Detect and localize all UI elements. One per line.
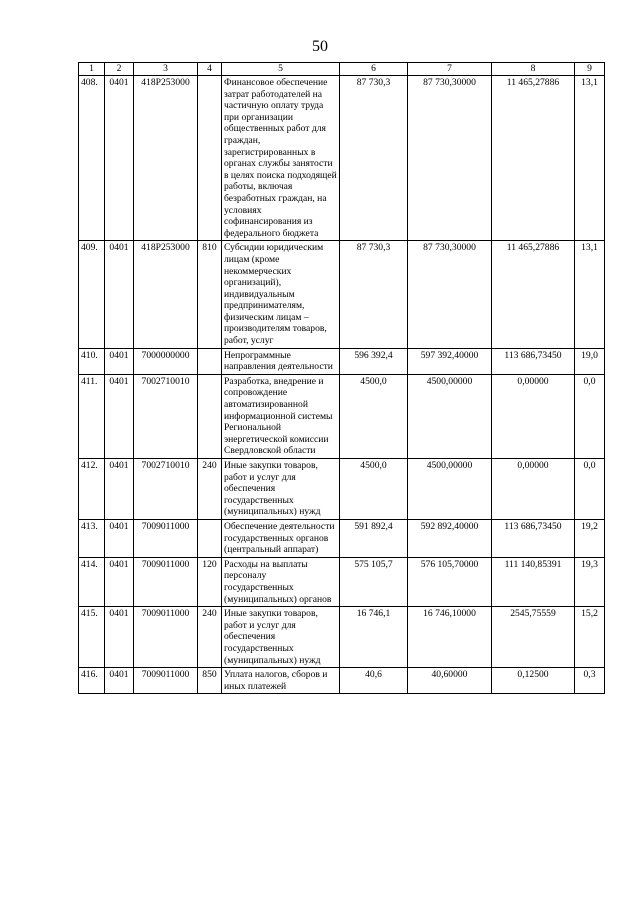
target-code: 7000000000 bbox=[134, 348, 198, 374]
section-code: 0401 bbox=[105, 76, 134, 241]
column-header-3: 3 bbox=[134, 63, 198, 76]
approved-amount: 4500,00000 bbox=[408, 459, 492, 520]
row-number: 415. bbox=[79, 607, 105, 668]
item-name: Расходы на выплаты персоналу государственных (муниципальных) органов bbox=[222, 557, 340, 606]
execution-percent: 13,1 bbox=[575, 76, 605, 241]
executed-amount: 113 686,73450 bbox=[492, 519, 575, 557]
plan-amount: 4500,0 bbox=[340, 459, 408, 520]
target-code: 7002710010 bbox=[134, 459, 198, 520]
plan-amount: 4500,0 bbox=[340, 374, 408, 458]
executed-amount: 0,00000 bbox=[492, 459, 575, 520]
plan-amount: 575 105,7 bbox=[340, 557, 408, 606]
column-header-4: 4 bbox=[198, 63, 222, 76]
table-row bbox=[79, 557, 605, 606]
section-code: 0401 bbox=[105, 607, 134, 668]
section-code: 0401 bbox=[105, 519, 134, 557]
expense-type bbox=[198, 348, 222, 374]
header-row bbox=[79, 63, 605, 76]
approved-amount: 16 746,10000 bbox=[408, 607, 492, 668]
approved-amount: 592 892,40000 bbox=[408, 519, 492, 557]
row-number: 414. bbox=[79, 557, 105, 606]
executed-amount: 0,00000 bbox=[492, 374, 575, 458]
item-name: Непрограммные направления деятельности bbox=[222, 348, 340, 374]
target-code: 7002710010 bbox=[134, 374, 198, 458]
column-header-8: 8 bbox=[492, 63, 575, 76]
row-number: 409. bbox=[79, 241, 105, 348]
executed-amount: 11 465,27886 bbox=[492, 76, 575, 241]
table-row bbox=[79, 348, 605, 374]
item-name: Субсидии юридическим лицам (кроме некоммерческих организаций), индивидуальным предпринимателям, физическим лицам – производителям товаров, работ, услуг bbox=[222, 241, 340, 348]
expense-type: 810 bbox=[198, 241, 222, 348]
section-code: 0401 bbox=[105, 241, 134, 348]
item-name: Иные закупки товаров, работ и услуг для обеспечения государственных (муниципальных) нужд bbox=[222, 607, 340, 668]
approved-amount: 87 730,30000 bbox=[408, 241, 492, 348]
row-number: 408. bbox=[79, 76, 105, 241]
plan-amount: 40,6 bbox=[340, 668, 408, 694]
executed-amount: 11 465,27886 bbox=[492, 241, 575, 348]
column-header-7: 7 bbox=[408, 63, 492, 76]
row-number: 411. bbox=[79, 374, 105, 458]
executed-amount: 2545,75559 bbox=[492, 607, 575, 668]
approved-amount: 576 105,70000 bbox=[408, 557, 492, 606]
plan-amount: 16 746,1 bbox=[340, 607, 408, 668]
row-number: 416. bbox=[79, 668, 105, 694]
budget-table bbox=[78, 62, 605, 694]
section-code: 0401 bbox=[105, 557, 134, 606]
column-header-9: 9 bbox=[575, 63, 605, 76]
executed-amount: 0,12500 bbox=[492, 668, 575, 694]
plan-amount: 87 730,3 bbox=[340, 76, 408, 241]
expense-type bbox=[198, 76, 222, 241]
table-row bbox=[79, 459, 605, 520]
table-row bbox=[79, 76, 605, 241]
item-name: Иные закупки товаров, работ и услуг для обеспечения государственных (муниципальных) нужд bbox=[222, 459, 340, 520]
execution-percent: 0,0 bbox=[575, 459, 605, 520]
expense-type: 240 bbox=[198, 607, 222, 668]
target-code: 418P253000 bbox=[134, 241, 198, 348]
execution-percent: 0,3 bbox=[575, 668, 605, 694]
target-code: 418P253000 bbox=[134, 76, 198, 241]
page-number: 50 bbox=[312, 38, 328, 55]
plan-amount: 87 730,3 bbox=[340, 241, 408, 348]
expense-type: 240 bbox=[198, 459, 222, 520]
column-header-5: 5 bbox=[222, 63, 340, 76]
execution-percent: 19,0 bbox=[575, 348, 605, 374]
section-code: 0401 bbox=[105, 459, 134, 520]
expense-type: 850 bbox=[198, 668, 222, 694]
table-row bbox=[79, 607, 605, 668]
section-code: 0401 bbox=[105, 348, 134, 374]
section-code: 0401 bbox=[105, 374, 134, 458]
execution-percent: 19,3 bbox=[575, 557, 605, 606]
row-number: 410. bbox=[79, 348, 105, 374]
execution-percent: 0,0 bbox=[575, 374, 605, 458]
target-code: 7009011000 bbox=[134, 668, 198, 694]
target-code: 7009011000 bbox=[134, 607, 198, 668]
item-name: Обеспечение деятельности государственных органов (центральный аппарат) bbox=[222, 519, 340, 557]
target-code: 7009011000 bbox=[134, 557, 198, 606]
plan-amount: 591 892,4 bbox=[340, 519, 408, 557]
row-number: 413. bbox=[79, 519, 105, 557]
plan-amount: 596 392,4 bbox=[340, 348, 408, 374]
approved-amount: 40,60000 bbox=[408, 668, 492, 694]
table-row bbox=[79, 241, 605, 348]
row-number: 412. bbox=[79, 459, 105, 520]
executed-amount: 111 140,85391 bbox=[492, 557, 575, 606]
execution-percent: 19,2 bbox=[575, 519, 605, 557]
execution-percent: 15,2 bbox=[575, 607, 605, 668]
item-name: Разработка, внедрение и сопровождение автоматизированной информационной системы Региональной энергетической комиссии Свердловской области bbox=[222, 374, 340, 458]
approved-amount: 4500,00000 bbox=[408, 374, 492, 458]
section-code: 0401 bbox=[105, 668, 134, 694]
item-name: Финансовое обеспечение затрат работодателей на частичную оплату труда при организации общественных работ для граждан, зарегистрированных в органах службы занятости в целях поиска подходящей работы, включая безработных граждан, на условиях софинансирования из федерального бюджета bbox=[222, 76, 340, 241]
column-header-2: 2 bbox=[105, 63, 134, 76]
column-header-6: 6 bbox=[340, 63, 408, 76]
execution-percent: 13,1 bbox=[575, 241, 605, 348]
target-code: 7009011000 bbox=[134, 519, 198, 557]
item-name: Уплата налогов, сборов и иных платежей bbox=[222, 668, 340, 694]
expense-type bbox=[198, 374, 222, 458]
approved-amount: 597 392,40000 bbox=[408, 348, 492, 374]
table-row bbox=[79, 519, 605, 557]
expense-type bbox=[198, 519, 222, 557]
table-row bbox=[79, 668, 605, 694]
column-header-1: 1 bbox=[79, 63, 105, 76]
approved-amount: 87 730,30000 bbox=[408, 76, 492, 241]
table-row bbox=[79, 374, 605, 458]
executed-amount: 113 686,73450 bbox=[492, 348, 575, 374]
expense-type: 120 bbox=[198, 557, 222, 606]
